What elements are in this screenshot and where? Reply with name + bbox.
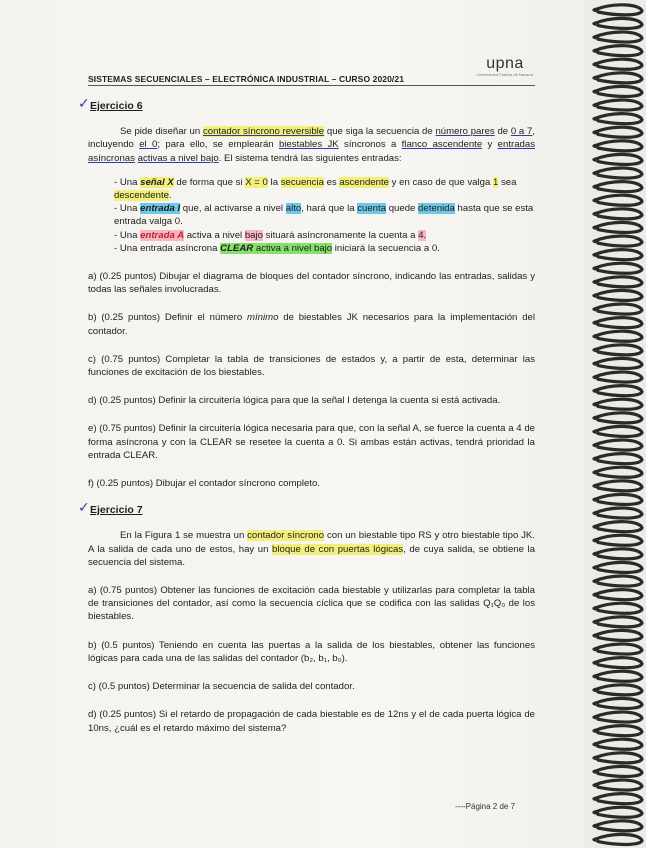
item-text: . — [168, 190, 172, 202]
binding-coil — [594, 358, 642, 368]
input-item-i — [114, 202, 535, 228]
binding-coil — [594, 100, 642, 110]
highlight-secuencia: secuencia — [280, 176, 324, 188]
intro-text: que siga la secuencia de — [324, 126, 436, 138]
binding-coil — [594, 195, 642, 205]
binding-coil — [594, 18, 642, 28]
highlight-x0: X = 0 — [245, 176, 268, 188]
binding-coil — [594, 114, 642, 124]
item-text: - Una entrada asíncrona — [114, 242, 221, 254]
binding-coil — [594, 562, 642, 572]
underline-flanco: flanco ascendente — [401, 139, 483, 151]
item-text: , hará que la — [301, 203, 358, 215]
binding-coil — [594, 508, 642, 518]
binding-coil — [594, 59, 642, 69]
question-7b: b) (0.5 puntos) Teniendo en cuenta las puertas a la salida de los biestables, obtener las funciones lógicas para cada una de las salidas del contador (b₂, b₁, b₀). — [88, 639, 535, 664]
binding-coil — [594, 154, 642, 164]
binding-coil — [594, 46, 642, 56]
binding-coil — [594, 671, 642, 681]
course-header: SISTEMAS SECUENCIALES – ELECTRÓNICA INDUSTRIAL – CURSO 2020/21 — [88, 74, 405, 84]
question-6c: c) (0.75 puntos) Completar la tabla de transiciones de estados y, a partir de esta, determinar las funciones de excitación de los biestables. — [88, 353, 535, 379]
input-item-clear — [114, 242, 535, 255]
binding-coil — [594, 250, 642, 260]
binding-coil — [594, 549, 642, 559]
intro-text: Se pide diseñar un — [120, 126, 203, 138]
binding-coil — [594, 780, 642, 790]
binding-coil — [594, 454, 642, 464]
item-text: sea — [498, 176, 517, 188]
highlight-ascendente: ascendente — [339, 176, 389, 188]
item-text: de forma que si — [173, 176, 246, 188]
binding-coil — [594, 535, 642, 545]
binding-coil — [594, 73, 642, 83]
binding-coil — [594, 753, 642, 763]
binding-coil — [594, 821, 642, 831]
binding-coil — [594, 834, 642, 844]
highlight-4: 4. — [418, 229, 427, 241]
page-number: ----Página 2 de 7 — [455, 802, 516, 811]
highlight-detenida: detenida — [418, 203, 455, 215]
binding-coil — [594, 481, 642, 491]
binding-coil — [594, 766, 642, 776]
highlight-cuenta: cuenta — [357, 203, 387, 215]
highlight-alto: alto — [285, 203, 302, 215]
binding-coil — [594, 739, 642, 749]
item-text: hasta que se esta entrada valga 0. — [114, 203, 534, 228]
binding-coil — [594, 399, 642, 409]
exercise-6-title — [78, 95, 535, 113]
underline-0-a-7: 0 a 7 — [510, 126, 533, 138]
intro-text: con un biestable tipo RS y otro biestable tipo JK. A la salida de cada uno de estos, hay un — [88, 530, 535, 555]
binding-coil — [594, 127, 642, 137]
intro-text: En la Figura 1 se muestra un — [120, 530, 248, 542]
highlight-senal-x: señal X — [140, 176, 174, 188]
binding-coil — [594, 331, 642, 341]
underline-numero-pares: número pares — [435, 126, 495, 138]
highlight-contador-sincrono: contador síncrono — [247, 530, 325, 542]
input-list — [114, 176, 535, 255]
highlight-entrada-i: entrada I — [140, 203, 181, 215]
exercise-7-title — [78, 499, 535, 517]
item-text: - Una — [114, 229, 141, 241]
item-text: - Una — [114, 203, 141, 215]
logo-tagline: Universidad Pública de Navarra — [476, 72, 534, 77]
binding-coil — [594, 658, 642, 668]
highlight-bloque: bloque de con puertas lógicas — [272, 543, 404, 555]
intro-text: , incluyendo — [88, 126, 535, 151]
item-text: iniciará la secuencia a 0. — [332, 242, 440, 254]
item-text: quede — [386, 203, 419, 215]
question-text: b) (0.25 puntos) Definir el número — [88, 312, 247, 324]
binding-coil — [594, 182, 642, 192]
intro-text: , de cuya salida, se obtiene la secuencia del sistema. — [88, 543, 535, 568]
underline-el-0: el 0 — [139, 139, 158, 151]
question-6f: f) (0.25 puntos) Dibujar el contador síncrono completo. — [88, 478, 320, 490]
binding-coil — [594, 617, 642, 627]
binding-coil — [594, 86, 642, 96]
item-text: situará asíncronamente la cuenta a — [262, 229, 419, 241]
intro-text: y — [482, 139, 498, 151]
intro-text: ; para ello, se emplearán — [157, 139, 279, 151]
highlight-descendente: descendente — [114, 190, 169, 202]
binding-coil — [594, 644, 642, 654]
binding-coil — [594, 522, 642, 532]
input-item-x — [114, 176, 535, 202]
intro-text: síncronos a — [338, 139, 402, 151]
binding-coil — [594, 698, 642, 708]
intro-text: de — [494, 126, 511, 138]
binding-coil — [594, 603, 642, 613]
item-text: - Una — [114, 176, 141, 188]
binding-coil — [594, 712, 642, 722]
exercise-7-intro — [88, 529, 535, 569]
spiral-binding — [584, 0, 646, 848]
binding-coil — [594, 685, 642, 695]
item-text: activa a nivel — [184, 229, 245, 241]
binding-coil — [594, 794, 642, 804]
highlight-activa-bajo: activa a nivel bajo — [253, 242, 333, 254]
input-item-a — [114, 229, 535, 242]
logo-name: upna — [486, 55, 524, 72]
binding-coil — [594, 222, 642, 232]
binding-coil — [594, 290, 642, 300]
binding-coil — [594, 576, 642, 586]
binding-coil — [594, 209, 642, 219]
binding-coil — [594, 386, 642, 396]
item-text: y en caso de que valga — [388, 176, 493, 188]
binding-coil — [594, 263, 642, 273]
binding-coil — [594, 318, 642, 328]
underline-biestables-jk: biestables JK — [278, 139, 339, 151]
binding-coil — [594, 726, 642, 736]
question-7c: c) (0.5 puntos) Determinar la secuencia de salida del contador. — [88, 681, 355, 693]
binding-coil — [594, 467, 642, 477]
binding-coil — [594, 590, 642, 600]
binding-coil — [594, 426, 642, 436]
binding-coil — [594, 372, 642, 382]
intro-text: . El sistema tendrá las siguientes entradas: — [218, 152, 402, 164]
binding-coil — [594, 494, 642, 504]
highlight-contador: contador síncrono reversible — [202, 126, 325, 138]
binding-coil — [594, 630, 642, 640]
question-text: de biestables JK necesarios para la implementación del contador. — [88, 312, 536, 337]
underline-activas: activas a nivel bajo — [137, 152, 219, 164]
binding-coil — [594, 304, 642, 314]
checkmark-icon: ✓ — [78, 95, 90, 111]
question-6e: e) (0.75 puntos) Definir la circuitería lógica necesaria para que, con la señal A, se fuerce la cuenta a 4 de forma asíncrona y con la CLEAR se resetee la cuenta a 0. Si ambas están activas, tendrá prioridad la entrada CLEAR. — [88, 423, 535, 461]
binding-coil — [594, 236, 642, 246]
header-divider — [88, 85, 535, 86]
highlight-entrada-a: entrada A — [140, 229, 185, 241]
exercise-6-title-text: Ejercicio 6 — [90, 100, 143, 112]
highlight-clear: CLEAR — [220, 242, 254, 254]
question-7a: a) (0.75 puntos) Obtener las funciones de excitación cada biestable y utilizarlas para completar la tabla de transiciones del contador, así como la secuencia cíclica que se codifica con las salidas Q₁Q₀ de los biestables. — [88, 585, 535, 623]
page-content — [78, 95, 536, 735]
binding-coil — [594, 345, 642, 355]
checkmark-icon: ✓ — [78, 499, 90, 516]
binding-coil — [594, 277, 642, 287]
question-emphasis: mínimo — [246, 312, 279, 324]
item-text: la — [267, 176, 281, 188]
exercise-7-title-text: Ejercicio 7 — [90, 504, 143, 517]
binding-coil — [594, 5, 642, 15]
item-text: que, al activarse a nivel — [180, 203, 286, 215]
binding-coil — [594, 807, 642, 817]
exercise-6-intro — [88, 125, 535, 165]
binding-coil — [594, 413, 642, 423]
question-6b — [88, 311, 535, 337]
binding-coil — [594, 168, 642, 178]
binding-coil — [594, 32, 642, 42]
highlight-1: 1 — [493, 176, 499, 188]
question-6a: a) (0.25 puntos) Dibujar el diagrama de bloques del contador síncrono, indicando las entradas, salidas y todas las señales involucradas. — [88, 271, 535, 296]
highlight-bajo: bajo — [244, 229, 263, 241]
underline-entradas-asincronas: entradas asíncronas — [88, 139, 535, 164]
question-7d: d) (0.25 puntos) Si el retardo de propagación de cada biestable es de 12ns y el de cada puerta lógica de 10ns, ¿cuál es el retardo máximo del sistema? — [88, 709, 535, 734]
item-text: es — [323, 176, 340, 188]
binding-coil — [594, 440, 642, 450]
question-6d: d) (0.25 puntos) Definir la circuitería lógica para que la señal I detenga la cuenta si está activada. — [88, 395, 501, 407]
binding-coil — [594, 141, 642, 151]
